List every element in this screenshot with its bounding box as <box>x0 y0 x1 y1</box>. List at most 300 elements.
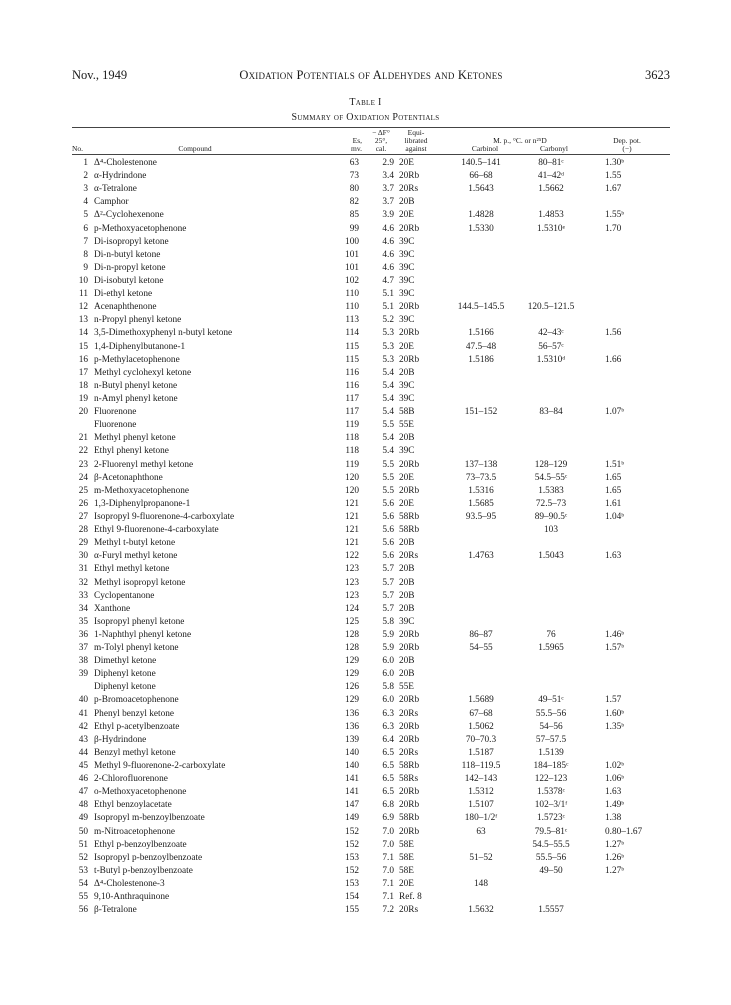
carbonyl-mp: 1.5310ᵉ <box>537 223 565 234</box>
depolarization-potential: 1.49ᵇ <box>605 800 625 811</box>
row-number: 25 <box>78 485 88 496</box>
table-row <box>72 708 692 721</box>
carbonyl-mp: 80–81ᶜ <box>538 158 564 168</box>
delta-f-value: 2.9 <box>382 158 394 168</box>
carbonyl-mp: 57–57.5 <box>535 734 567 745</box>
equilibrated-against: 20Rb <box>399 695 420 706</box>
delta-f-value: 5.5 <box>382 472 394 483</box>
compound-name: α-Furyl methyl ketone <box>94 551 178 562</box>
es-value: 123 <box>345 577 359 588</box>
compound-name: Phenyl benzyl ketone <box>94 708 175 719</box>
header-eq-line2: librated <box>404 136 428 145</box>
table-row <box>72 563 692 576</box>
equilibrated-against: 20Rb <box>399 223 420 234</box>
row-number: 21 <box>78 433 88 444</box>
equilibrated-against: 20Rs <box>399 747 419 758</box>
delta-f-value: 5.7 <box>382 564 394 575</box>
row-number: 20 <box>78 407 88 418</box>
compound-name: p-Bromoacetophenone <box>94 695 179 706</box>
carbinol-mp: 1.5685 <box>468 498 494 509</box>
carbinol-mp: 63 <box>476 826 486 837</box>
equilibrated-against: 39C <box>399 616 415 627</box>
row-number: 3 <box>83 184 88 195</box>
equilibrated-against: 58E <box>399 852 414 863</box>
compound-name: α-Tetralone <box>94 184 137 195</box>
table-row <box>72 249 692 262</box>
es-value: 149 <box>345 813 359 824</box>
compound-name: n-Amyl phenyl ketone <box>94 393 178 404</box>
compound-name: 1-Naphthyl phenyl ketone <box>94 629 192 640</box>
carbonyl-mp: 1.4853 <box>538 210 564 221</box>
es-value: 136 <box>345 708 359 719</box>
carbinol-mp: 1.5689 <box>468 695 494 706</box>
delta-f-value: 6.5 <box>382 787 394 798</box>
header-df-line1: − ΔF° <box>372 128 390 137</box>
table-row <box>72 550 692 563</box>
equilibrated-against: 20Rb <box>399 302 420 313</box>
compound-name: Ethyl methyl ketone <box>94 564 170 575</box>
row-number: 43 <box>78 734 88 745</box>
carbinol-mp: 47.5–48 <box>465 341 497 352</box>
delta-f-value: 5.2 <box>382 315 394 326</box>
table-row <box>72 826 692 839</box>
equilibrated-against: 20E <box>399 210 414 221</box>
delta-f-value: 6.8 <box>382 800 394 811</box>
equilibrated-against: 58Rb <box>399 813 420 824</box>
compound-name: β-Tetralone <box>94 905 137 916</box>
compound-name: Methyl cyclohexyl ketone <box>94 367 192 378</box>
row-number: 44 <box>78 747 88 758</box>
row-number: 8 <box>83 249 88 260</box>
row-number: 31 <box>78 564 88 575</box>
carbinol-mp: 142–143 <box>464 774 498 785</box>
table-body <box>72 157 692 917</box>
carbonyl-mp: 55.5–56 <box>535 852 567 863</box>
table-row <box>72 865 692 878</box>
depolarization-potential: 1.02ᵇ <box>605 761 625 772</box>
header-df-line2: 25°, <box>374 136 388 145</box>
compound-name: Δ⁴-Cholestenone <box>94 158 157 168</box>
table-row <box>72 196 692 209</box>
table-row <box>72 616 692 629</box>
es-value: 85 <box>349 210 359 221</box>
delta-f-value: 6.5 <box>382 761 394 772</box>
row-number: 37 <box>78 643 88 654</box>
es-value: 125 <box>345 616 359 627</box>
compound-name: p-Methoxyacetophenone <box>94 223 187 234</box>
es-value: 153 <box>345 879 359 890</box>
es-value: 99 <box>349 223 359 234</box>
carbonyl-mp: 49–51ᶜ <box>538 695 564 706</box>
row-number: 35 <box>78 616 88 627</box>
header-eq-line3: against <box>405 144 427 153</box>
es-value: 140 <box>345 747 359 758</box>
depolarization-potential: 1.35ᵇ <box>605 721 625 732</box>
equilibrated-against: 20Rb <box>399 171 420 182</box>
compound-name: 9,10-Anthraquinone <box>94 892 170 903</box>
equilibrated-against: 20Rb <box>399 800 420 811</box>
carbonyl-mp: 54.5–55.5 <box>532 839 570 850</box>
delta-f-value: 5.7 <box>382 577 394 588</box>
compound-name: p-Methylacetophenone <box>94 354 180 365</box>
row-number: 42 <box>78 721 88 732</box>
row-number: 7 <box>83 236 88 247</box>
table-row <box>72 799 692 812</box>
equilibrated-against: 39C <box>399 262 415 273</box>
es-value: 101 <box>345 249 359 260</box>
equilibrated-against: 58Rb <box>399 761 420 772</box>
depolarization-potential: 1.66 <box>605 354 622 365</box>
carbinol-mp: 1.4763 <box>468 551 494 562</box>
es-value: 121 <box>345 498 359 509</box>
compound-name: Diphenyl ketone <box>94 669 156 680</box>
depolarization-potential: 1.26ᵇ <box>605 852 625 863</box>
table-row <box>72 904 692 917</box>
delta-f-value: 5.7 <box>382 603 394 614</box>
depolarization-potential: 1.56 <box>605 328 622 339</box>
carbinol-mp: 180–1/2ᶠ <box>464 813 498 824</box>
es-value: 110 <box>345 302 359 313</box>
carbonyl-mp: 83–84 <box>539 407 563 418</box>
es-value: 116 <box>345 367 359 378</box>
depolarization-potential: 1.57ᵇ <box>605 643 625 654</box>
carbonyl-mp: 103 <box>544 525 558 536</box>
equilibrated-against: 39C <box>399 393 415 404</box>
es-value: 147 <box>345 800 359 811</box>
row-number: 46 <box>78 774 88 785</box>
table-subtitle: Summary of Oxidation Potentials <box>291 112 440 123</box>
equilibrated-against: 20Rb <box>399 787 420 798</box>
depolarization-potential: 1.65 <box>605 485 622 496</box>
row-number: 12 <box>78 302 88 313</box>
carbonyl-mp: 1.5043 <box>538 551 564 562</box>
row-number: 56 <box>78 905 88 916</box>
equilibrated-against: 20E <box>399 472 414 483</box>
table-row <box>72 485 692 498</box>
depolarization-potential: 1.04ᵇ <box>605 511 625 522</box>
equilibrated-against: 20E <box>399 498 414 509</box>
carbinol-mp: 1.5186 <box>468 354 494 365</box>
header-es-line2: mv. <box>351 144 362 153</box>
carbinol-mp: 86–87 <box>469 629 493 640</box>
row-number: 17 <box>78 367 88 378</box>
table-row <box>72 498 692 511</box>
page-number: 3623 <box>645 68 670 82</box>
table-row <box>72 223 692 236</box>
es-value: 118 <box>345 446 359 457</box>
equilibrated-against: 39C <box>399 315 415 326</box>
equilibrated-against: 58Rs <box>399 774 419 785</box>
running-head <box>72 68 670 84</box>
compound-name: m-Methoxyacetophenone <box>94 485 190 496</box>
depolarization-potential: 1.70 <box>605 223 622 234</box>
compound-name: m-Nitroacetophenone <box>94 826 176 837</box>
table-row <box>72 157 692 170</box>
carbinol-mp: 1.5107 <box>468 800 494 811</box>
equilibrated-against: 39C <box>399 446 415 457</box>
compound-name: n-Butyl phenyl ketone <box>94 380 178 391</box>
row-number: 45 <box>78 761 88 772</box>
equilibrated-against: 20E <box>399 879 414 890</box>
carbonyl-mp: 49–50 <box>539 865 563 876</box>
row-number: 9 <box>83 262 88 273</box>
carbonyl-mp: 41–42ᵈ <box>537 171 565 182</box>
compound-name: Methyl 9-fluorenone-2-carboxylate <box>94 761 226 772</box>
carbinol-mp: 1.5312 <box>468 787 494 798</box>
delta-f-value: 5.1 <box>382 289 394 300</box>
equilibrated-against: 20Rs <box>399 708 419 719</box>
es-value: 110 <box>345 289 359 300</box>
row-number: 48 <box>78 800 88 811</box>
es-value: 115 <box>345 354 359 365</box>
compound-name: Isopropyl m-benzoylbenzoate <box>94 813 205 824</box>
table-row <box>72 878 692 891</box>
es-value: 153 <box>345 852 359 863</box>
row-number: 38 <box>78 656 88 667</box>
compound-name: Methyl phenyl ketone <box>94 433 176 444</box>
compound-name: Ethyl benzoylacetate <box>94 800 172 811</box>
header-es <box>332 137 362 153</box>
table-row <box>72 380 692 393</box>
table-row <box>72 314 692 327</box>
es-value: 116 <box>345 380 359 391</box>
row-number: 54 <box>78 879 88 890</box>
delta-f-value: 6.0 <box>382 669 394 680</box>
row-number: 26 <box>78 498 88 509</box>
table-row <box>72 839 692 852</box>
table-row <box>72 747 692 760</box>
equilibrated-against: 55E <box>399 682 414 693</box>
depolarization-potential: 1.30ᵇ <box>605 158 625 168</box>
compound-name: Acenaphthenone <box>94 302 157 313</box>
es-value: 119 <box>345 420 359 431</box>
carbonyl-mp: 1.5965 <box>538 643 564 654</box>
delta-f-value: 4.6 <box>382 262 394 273</box>
compound-name: Δ⁴-Cholestenone-3 <box>94 879 165 890</box>
table-row <box>72 694 692 707</box>
table-row <box>72 327 692 340</box>
depolarization-potential: 1.63 <box>605 551 622 562</box>
equilibrated-against: 39C <box>399 289 415 300</box>
carbinol-mp: 148 <box>474 879 488 890</box>
es-value: 121 <box>345 525 359 536</box>
es-value: 141 <box>345 774 359 785</box>
equilibrated-against: 39C <box>399 275 415 286</box>
es-value: 152 <box>345 839 359 850</box>
es-value: 63 <box>349 158 359 168</box>
compound-name: Xanthone <box>94 603 131 614</box>
table-row <box>72 288 692 301</box>
carbinol-mp: 1.5166 <box>468 328 494 339</box>
row-number: 6 <box>83 223 88 234</box>
table-row <box>72 603 692 616</box>
equilibrated-against: 20B <box>399 603 415 614</box>
compound-name: 1,3-Diphenylpropanone-1 <box>94 498 191 509</box>
es-value: 128 <box>345 643 359 654</box>
compound-name: Δ²-Cyclohexenone <box>94 210 164 221</box>
issue-date: Nov., 1949 <box>72 68 128 82</box>
delta-f-value: 5.8 <box>382 682 394 693</box>
table-row <box>72 445 692 458</box>
delta-f-value: 3.7 <box>382 184 394 195</box>
table-row <box>72 721 692 734</box>
delta-f-value: 3.4 <box>382 171 394 182</box>
row-number: 22 <box>78 446 88 457</box>
depolarization-potential: 1.65 <box>605 472 622 483</box>
delta-f-value: 6.5 <box>382 774 394 785</box>
delta-f-value: 5.4 <box>382 446 394 457</box>
equilibrated-against: 39C <box>399 236 415 247</box>
table-row <box>72 459 692 472</box>
depolarization-potential: 1.27ᵇ <box>605 839 625 850</box>
es-value: 140 <box>345 761 359 772</box>
compound-name: m-Tolyl phenyl ketone <box>94 643 179 654</box>
table-row <box>72 668 692 681</box>
compound-name: Di-isopropyl ketone <box>94 236 169 247</box>
table-row <box>72 852 692 865</box>
compound-name: o-Methoxyacetophenone <box>94 787 187 798</box>
compound-name: α-Hydrindone <box>94 171 147 182</box>
equilibrated-against: 20B <box>399 656 415 667</box>
header-carbonyl: Carbonyl <box>540 144 568 153</box>
carbinol-mp: 70–70.3 <box>465 734 497 745</box>
carbonyl-mp: 1.5662 <box>538 184 564 195</box>
carbonyl-mp: 1.5383 <box>538 485 564 496</box>
table-row <box>72 786 692 799</box>
row-number: 41 <box>78 708 88 719</box>
header-mp: M. p., °C. or n²⁵D <box>493 136 547 145</box>
delta-f-value: 5.4 <box>382 393 394 404</box>
depolarization-potential: 1.51ᵇ <box>605 459 625 470</box>
delta-f-value: 4.7 <box>382 275 394 286</box>
table-row <box>72 170 692 183</box>
row-number: 2 <box>83 171 88 182</box>
header-eq-line1: Equi- <box>407 128 425 137</box>
compound-name: Isopropyl phenyl ketone <box>94 616 185 627</box>
carbinol-mp: 1.5643 <box>468 184 494 195</box>
es-value: 128 <box>345 629 359 640</box>
compound-name: Dimethyl ketone <box>94 656 157 667</box>
row-number: 15 <box>78 341 88 352</box>
header-dep-line1: Dep. pot. <box>613 136 641 145</box>
carbinol-mp: 66–68 <box>469 171 493 182</box>
es-value: 154 <box>345 892 359 903</box>
depolarization-potential: 1.61 <box>605 498 622 509</box>
header-compound: Compound <box>178 144 212 153</box>
es-value: 117 <box>345 393 359 404</box>
delta-f-value: 7.1 <box>382 879 394 890</box>
equilibrated-against: 58Rb <box>399 525 420 536</box>
es-value: 120 <box>345 472 359 483</box>
es-value: 120 <box>345 485 359 496</box>
depolarization-potential: 1.27ᵇ <box>605 865 625 876</box>
carbinol-mp: 140.5–141 <box>461 158 501 168</box>
carbinol-mp: 1.5632 <box>468 905 494 916</box>
row-number: 24 <box>78 472 88 483</box>
carbonyl-mp: 42–43ᶜ <box>538 328 564 339</box>
row-number: 16 <box>78 354 88 365</box>
es-value: 118 <box>345 433 359 444</box>
row-number: 10 <box>78 275 88 286</box>
table-row <box>72 537 692 550</box>
carbonyl-mp: 1.5310ᵈ <box>536 354 566 365</box>
row-number: 47 <box>78 787 88 798</box>
table-row <box>72 760 692 773</box>
delta-f-value: 7.0 <box>382 839 394 850</box>
es-value: 123 <box>345 564 359 575</box>
es-value: 119 <box>345 459 359 470</box>
compound-name: β-Acetonaphthone <box>94 472 163 483</box>
compound-name: Benzyl methyl ketone <box>94 747 176 758</box>
compound-name: t-Butyl p-benzoylbenzoate <box>94 865 193 876</box>
carbonyl-mp: 89–90.5ᶜ <box>534 511 568 522</box>
carbinol-mp: 1.4828 <box>468 210 494 221</box>
delta-f-value: 5.3 <box>382 328 394 339</box>
carbonyl-mp: 1.5723ᶜ <box>537 813 565 824</box>
row-number: 4 <box>83 197 88 208</box>
row-number: 40 <box>78 695 88 706</box>
es-value: 101 <box>345 262 359 273</box>
delta-f-value: 5.6 <box>382 525 394 536</box>
compound-name: Ethyl 9-fluorenone-4-carboxylate <box>94 525 219 536</box>
table-row <box>72 655 692 668</box>
table-row <box>72 891 692 904</box>
row-number: 49 <box>78 813 88 824</box>
compound-name: Di-n-butyl ketone <box>94 249 161 260</box>
carbonyl-mp: 1.5139 <box>538 747 564 758</box>
carbonyl-mp: 120.5–121.5 <box>527 302 575 313</box>
table-row <box>72 393 692 406</box>
es-value: 123 <box>345 590 359 601</box>
es-value: 136 <box>345 721 359 732</box>
row-number: 30 <box>78 551 88 562</box>
es-value: 139 <box>345 734 359 745</box>
equilibrated-against: 20B <box>399 367 415 378</box>
compound-name: Ethyl p-benzoylbenzoate <box>94 839 187 850</box>
header-no: No. <box>72 144 84 153</box>
carbonyl-mp: 122–123 <box>534 774 568 785</box>
equilibrated-against: 55E <box>399 420 414 431</box>
row-number: 14 <box>78 328 88 339</box>
depolarization-potential: 1.38 <box>605 813 622 824</box>
delta-f-value: 5.4 <box>382 433 394 444</box>
table-row <box>72 511 692 524</box>
equilibrated-against: 20B <box>399 538 415 549</box>
equilibrated-against: Ref. 8 <box>399 892 422 903</box>
row-number: 1 <box>83 158 88 168</box>
delta-f-value: 5.3 <box>382 341 394 352</box>
depolarization-potential: 1.60ᵇ <box>605 708 625 719</box>
table-title: Table I <box>349 97 382 108</box>
carbinol-mp: 1.5316 <box>468 485 494 496</box>
carbonyl-mp: 1.5378ᶜ <box>537 787 565 798</box>
table-row <box>72 419 692 432</box>
carbonyl-mp: 128–129 <box>534 459 568 470</box>
delta-f-value: 3.7 <box>382 197 394 208</box>
compound-name: 3,5-Dimethoxyphenyl n-butyl ketone <box>94 328 233 339</box>
carbinol-mp: 73–73.5 <box>465 472 497 483</box>
es-value: 121 <box>345 538 359 549</box>
compound-name: 2-Chlorofluorenone <box>94 774 168 785</box>
table-row <box>72 341 692 354</box>
compound-name: Ethyl phenyl ketone <box>94 446 169 457</box>
carbonyl-mp: 72.5–73 <box>535 498 567 509</box>
equilibrated-against: 20B <box>399 577 415 588</box>
row-number: 18 <box>78 380 88 391</box>
es-value: 100 <box>345 236 359 247</box>
compound-name: Isopropyl 9-fluorenone-4-carboxylate <box>94 511 235 522</box>
delta-f-value: 6.9 <box>382 813 394 824</box>
